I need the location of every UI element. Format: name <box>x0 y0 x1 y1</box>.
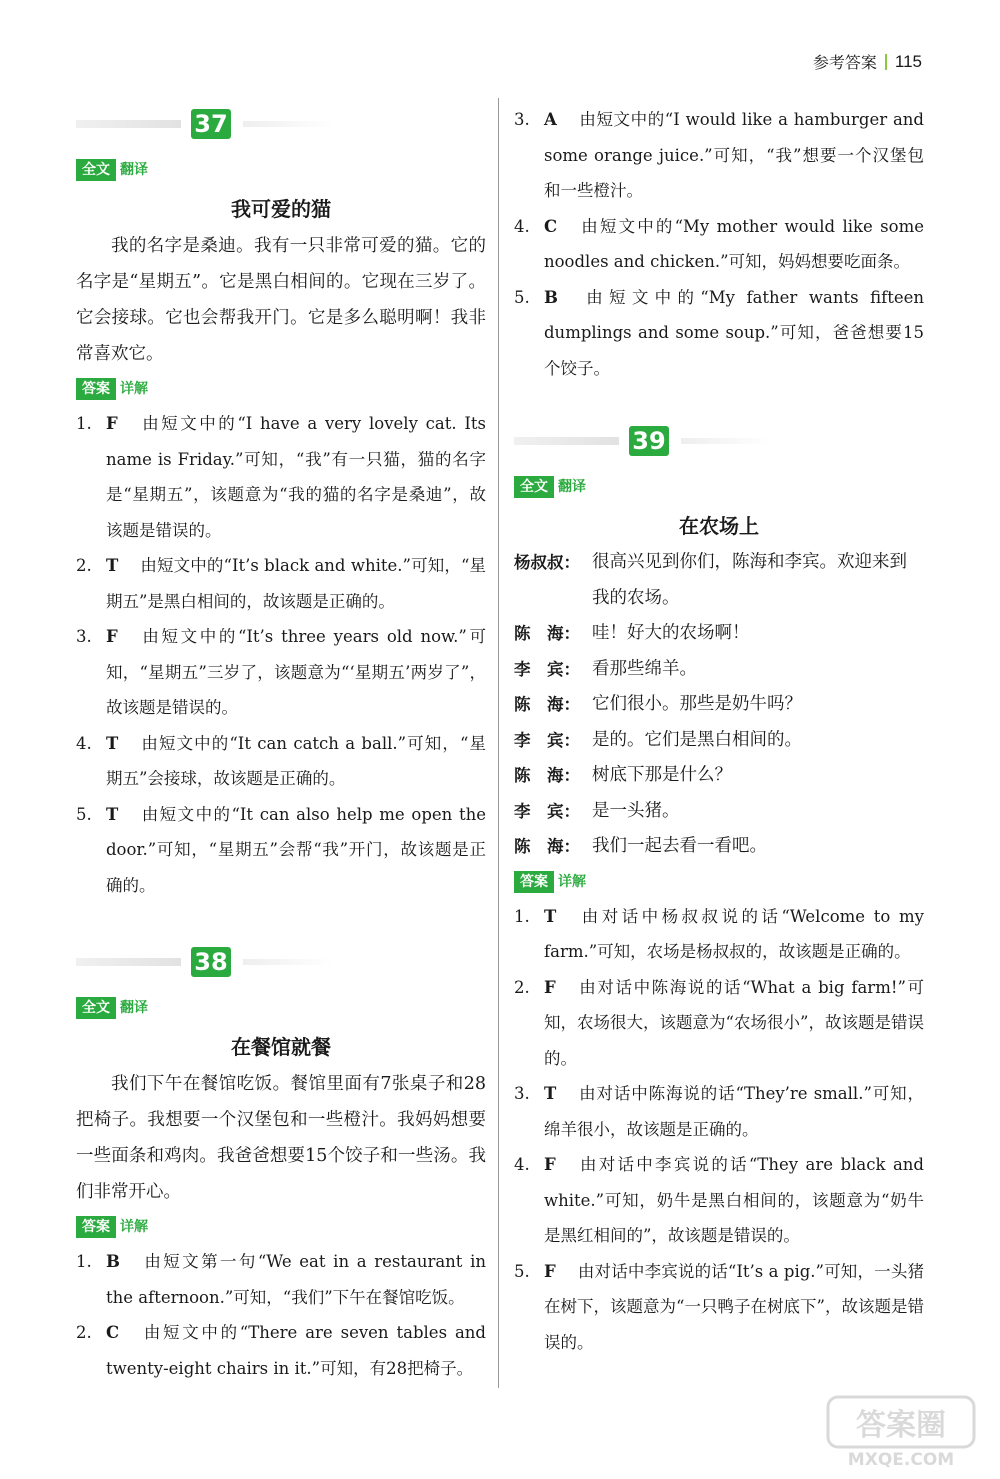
unit-37-heading <box>76 95 486 153</box>
passage-text: 我们下午在餐馆吃饭。餐馆里面有7张桌子和28把椅子。我想要一个汉堡包和一些橙汁。我妈妈想要一些面条和鸡肉。我爸爸想要15个饺子和一些汤。我们非常开心。 <box>76 1074 486 1202</box>
dialogue-line: 李 宾： 看那些绵羊。 <box>514 658 697 679</box>
dialogue-line: 李 宾： 是的。它们是黑白相间的。 <box>514 729 802 750</box>
answer-item: 3. A 由短文中的“I would like a hamburger and some orange juice.”可知，“我”想要一个汉堡包和一些橙汁。 <box>514 110 924 200</box>
page-number: 115 <box>894 51 922 71</box>
watermark-bottom-text: MXQE.COM <box>847 1450 955 1469</box>
passage-text: 我的名字是桑迪。我有一只非常可爱的猫。它的名字是“星期五”。它是黑白相间的。它现在三岁了。它会接球。它也会帮我开门。它是多么聪明啊！我非常喜欢它。 <box>76 236 486 364</box>
answer-item: 4. C 由短文中的“My mother would like some noodles and chicken.”可知，妈妈想要吃面条。 <box>514 216 924 271</box>
header-separator <box>885 54 887 70</box>
right-column <box>514 100 924 1360</box>
faded-heading-text <box>76 120 181 128</box>
dialogue-line: 陈 海： 树底下那是什么？ <box>514 765 732 785</box>
answer-detail-badge: 答案 详解 <box>76 378 152 400</box>
passage-title: 我可爱的猫 <box>231 197 331 221</box>
answer-item: 4. F 由对话中李宾说的话“They are black and white.”可知，奶牛是黑白相间的，该题意为“奶牛是黑红相间的”，故该题是错误的。 <box>514 1155 924 1245</box>
dialogue-line: 陈 海： 它们很小。那些是奶牛吗？ <box>514 694 802 714</box>
answer-item: 1. B 由短文第一句“We eat in a restaurant in the afternoon.”可知，“我们”下午在餐馆吃饭。 <box>76 1252 486 1307</box>
answer-item: 5. B 由短文中的“My father wants fifteen dumplings and some soup.”可知，爸爸想要15个饺子。 <box>514 287 924 378</box>
dialogue-line: 陈 海： 哇！好大的农场啊！ <box>514 623 750 643</box>
full-text-translation-badge: 全文 翻译 <box>514 476 590 498</box>
column-divider <box>498 98 499 1388</box>
answer-list <box>514 899 924 1361</box>
answer-detail-badge: 答案 详解 <box>76 1216 152 1238</box>
answer-item: 5. T 由短文中的“It can also help me open the door.”可知，“星期五”会帮“我”开门，故该题是正确的。 <box>76 804 486 895</box>
answer-detail-badge: 答案 详解 <box>514 871 590 893</box>
watermark-logo <box>826 1395 976 1469</box>
dialogue-line: 李 宾： 是一头猪。 <box>514 800 680 821</box>
unit-39-heading <box>514 412 924 470</box>
answer-list <box>76 1244 486 1386</box>
faded-heading-text <box>243 121 333 127</box>
answer-item: 1. T 由对话中杨叔叔说的话“Welcome to my farm.”可知，农场是杨叔叔的，故该题是正确的。 <box>514 906 924 961</box>
answer-item: 2. C 由短文中的“There are seven tables and twenty-eight chairs in it.”可知，有28把椅子。 <box>76 1323 486 1378</box>
faded-heading-text <box>514 437 619 445</box>
faded-heading-text <box>681 438 771 444</box>
dialogue <box>514 545 924 865</box>
faded-heading-text <box>76 958 181 966</box>
answer-item: 5. F 由对话中李宾说的话“It’s a pig.”可知，一头猪在树下，该题意为“一只鸭子在树底下”，故该题是错误的。 <box>514 1261 924 1352</box>
unit-number: 38 <box>191 947 231 977</box>
answer-item: 2. F 由对话中陈海说的话“What a big farm!”可知，农场很大，该题意为“农场很小”，故该题是错误的。 <box>514 977 924 1068</box>
unit-38-heading <box>76 933 486 991</box>
unit-number: 37 <box>191 109 231 139</box>
watermark-top-text: 答案圈 <box>856 1408 946 1443</box>
answer-item: 1. F 由短文中的“I have a very lovely cat. Its name is Friday.”可知，“我”有一只猫，猫的名字是“星期五”，该题意为“我的猫的名字是桑迪”，故该题是错误的。 <box>76 414 486 540</box>
dialogue-line: 陈 海： 我们一起去看一看吧。 <box>514 836 767 856</box>
dialogue-title: 在农场上 <box>679 514 759 538</box>
full-text-translation-badge: 全文 翻译 <box>76 997 152 1019</box>
faded-heading-text <box>243 959 333 965</box>
answer-item: 4. T 由短文中的“It can catch a ball.”可知，“星期五”会接球，故该题是正确的。 <box>76 733 486 788</box>
answer-item: 2. T 由短文中的“It’s black and white.”可知，“星期五”是黑白相间的，故该题是正确的。 <box>76 556 486 611</box>
answer-item: 3. T 由对话中陈海说的话“They’re small.”可知，绵羊很小，故该题是正确的。 <box>514 1084 924 1139</box>
answer-item: 3. F 由短文中的“It’s three years old now.”可知，“星期五”三岁了，该题意为“‘星期五’两岁了”，故该题是错误的。 <box>76 627 486 717</box>
page-header <box>813 50 922 73</box>
left-column <box>76 95 486 1386</box>
unit-number: 39 <box>629 426 669 456</box>
passage-title: 在餐馆就餐 <box>231 1035 331 1059</box>
header-label: 参考答案 <box>812 55 877 72</box>
answer-list <box>76 406 486 903</box>
answer-list <box>514 102 924 386</box>
dialogue-line: 杨叔叔： 很高兴见到你们，陈海和李宾。欢迎来到我的农场。 <box>514 552 907 608</box>
full-text-translation-badge: 全文 翻译 <box>76 159 152 181</box>
